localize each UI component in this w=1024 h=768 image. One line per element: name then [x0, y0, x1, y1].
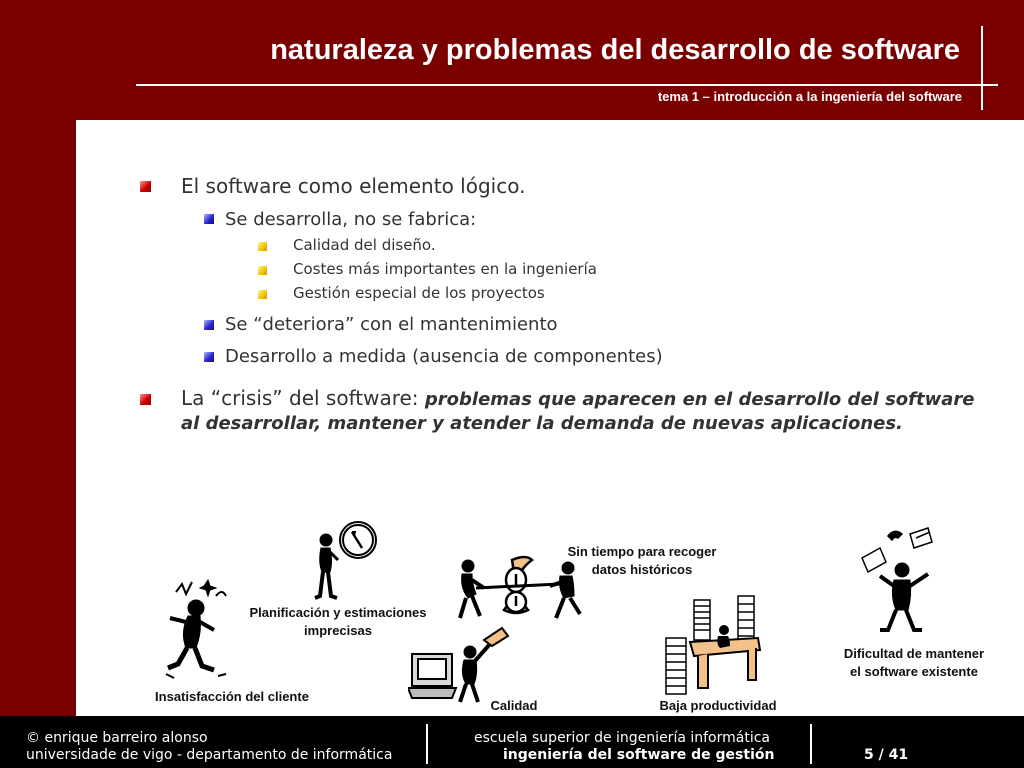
yellow-bullet-icon	[258, 290, 267, 299]
bullet-level3: Gestión especial de los proyectos	[293, 284, 545, 302]
bullet-level3: Costes más importantes en la ingeniería	[293, 260, 597, 278]
footer-author: © enrique barreiro alonso	[26, 730, 208, 746]
blue-bullet-icon	[204, 320, 214, 330]
footer-university: universidade de vigo - departamento de informática	[26, 747, 393, 763]
overwhelmed-juggler-icon	[858, 526, 942, 634]
slide-footer	[0, 716, 1024, 768]
footer-course: ingeniería del software de gestión	[503, 747, 775, 763]
caption-calidad: Calidad	[490, 698, 538, 713]
slide-title: naturaleza y problemas del desarrollo de software	[270, 34, 960, 66]
footer-divider	[810, 724, 812, 764]
header-vertical-divider	[981, 26, 983, 110]
crisis-emphasis: problemas que aparecen en el desarrollo del software al desarrollar, mantener y atender la demanda de nuevas aplicaciones.	[181, 389, 975, 434]
paperwork-desk-icon	[664, 594, 764, 698]
yellow-bullet-icon	[258, 266, 267, 275]
slide-subtitle: tema 1 – introducción a la ingeniería del software	[657, 89, 962, 104]
caption-sin-tiempo	[553, 543, 731, 579]
red-bullet-icon	[140, 181, 151, 192]
blue-bullet-icon	[204, 352, 214, 362]
caption-dificultad-line2: el software existente	[850, 664, 978, 679]
bullet-level3: Calidad del diseño.	[293, 236, 436, 254]
blue-bullet-icon	[204, 214, 214, 224]
bullet-level1: El software como elemento lógico.	[181, 174, 526, 198]
crisis-lead: La “crisis” del software:	[181, 386, 425, 410]
footer-school: escuela superior de ingeniería informática	[474, 730, 770, 746]
caption-sin-tiempo-line2: datos históricos	[591, 562, 693, 577]
footer-divider	[426, 724, 428, 764]
red-bullet-icon	[140, 394, 151, 405]
bullet-level2: Se “deteriora” con el mantenimiento	[225, 314, 558, 335]
page-number: 5 / 41	[864, 747, 909, 763]
person-clock-icon	[312, 518, 382, 602]
caption-dificultad-line1: Dificultad de mantener	[843, 646, 985, 661]
computer-hammer-icon	[408, 622, 512, 704]
yellow-bullet-icon	[258, 242, 267, 251]
crisis-paragraph	[181, 387, 981, 435]
caption-baja-productividad: Baja productividad	[659, 698, 777, 713]
bullet-level2: Desarrollo a medida (ausencia de componentes)	[225, 346, 663, 367]
caption-planificacion-line1: Planificación y estimaciones	[249, 605, 427, 620]
frustrated-client-icon	[156, 578, 230, 684]
caption-insatisfaccion: Insatisfacción del cliente	[155, 689, 309, 704]
caption-sin-tiempo-line1: Sin tiempo para recoger	[567, 544, 717, 559]
caption-planificacion-line2: imprecisas	[304, 623, 372, 638]
slide-header	[0, 0, 1024, 120]
header-divider	[136, 84, 998, 86]
bullet-level2: Se desarrolla, no se fabrica:	[225, 209, 477, 230]
caption-dificultad	[828, 645, 1000, 681]
